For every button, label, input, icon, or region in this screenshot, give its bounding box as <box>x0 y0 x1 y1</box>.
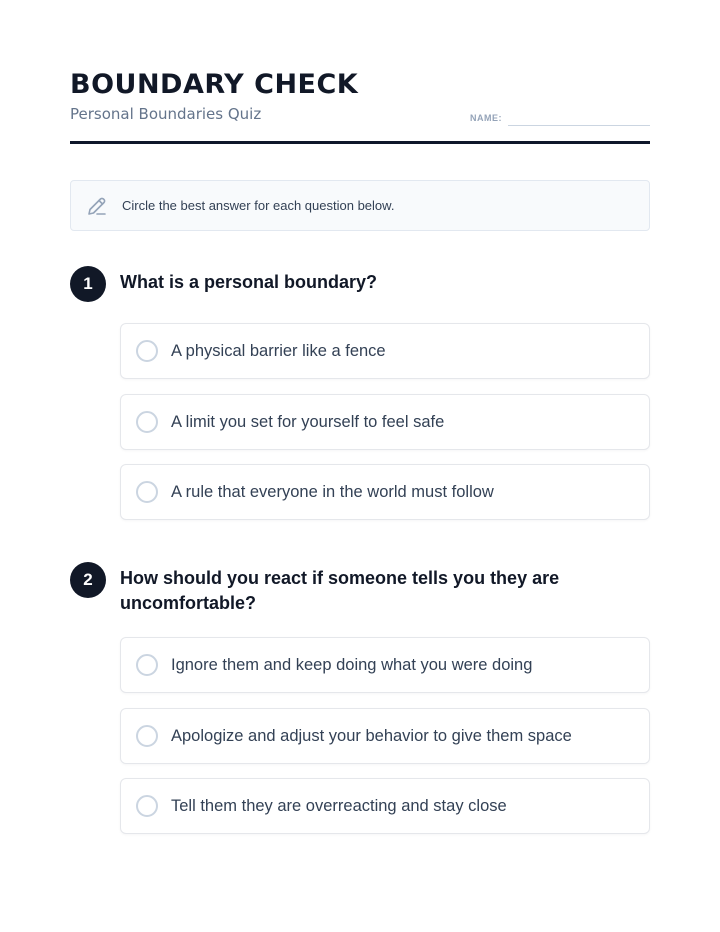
name-line[interactable] <box>508 125 650 126</box>
page-title: BOUNDARY CHECK <box>70 69 359 100</box>
question-text: How should you react if someone tells you they are uncomfortable? <box>120 568 560 613</box>
radio-circle-icon[interactable] <box>136 411 158 433</box>
answer-option[interactable] <box>120 637 650 693</box>
radio-circle-icon[interactable] <box>136 725 158 747</box>
name-field[interactable] <box>470 108 650 128</box>
question-number-badge: 1 <box>70 266 106 302</box>
radio-circle-icon[interactable] <box>136 654 158 676</box>
answer-label: Apologize and adjust your behavior to give them space <box>171 726 572 745</box>
answer-label: Tell them they are overreacting and stay close <box>171 796 507 815</box>
question-text: What is a personal boundary? <box>120 272 378 292</box>
instructions-box <box>70 180 650 231</box>
header <box>70 68 650 128</box>
instructions-text: Circle the best answer for each question below. <box>122 198 395 213</box>
question-number-badge: 2 <box>70 562 106 598</box>
answer-label: A limit you set for yourself to feel safe <box>171 412 445 431</box>
answer-option[interactable] <box>120 708 650 764</box>
answer-label: A physical barrier like a fence <box>171 341 386 360</box>
page-subtitle: Personal Boundaries Quiz <box>70 105 262 123</box>
name-label: NAME: <box>470 113 502 123</box>
answer-option[interactable] <box>120 394 650 450</box>
answer-option[interactable] <box>120 323 650 379</box>
radio-circle-icon[interactable] <box>136 795 158 817</box>
pencil-icon <box>86 195 108 217</box>
answer-option[interactable] <box>120 464 650 520</box>
radio-circle-icon[interactable] <box>136 340 158 362</box>
answer-label: A rule that everyone in the world must follow <box>171 482 494 501</box>
radio-circle-icon[interactable] <box>136 481 158 503</box>
header-divider <box>70 141 650 144</box>
answer-option[interactable] <box>120 778 650 834</box>
answer-label: Ignore them and keep doing what you were doing <box>171 655 533 674</box>
